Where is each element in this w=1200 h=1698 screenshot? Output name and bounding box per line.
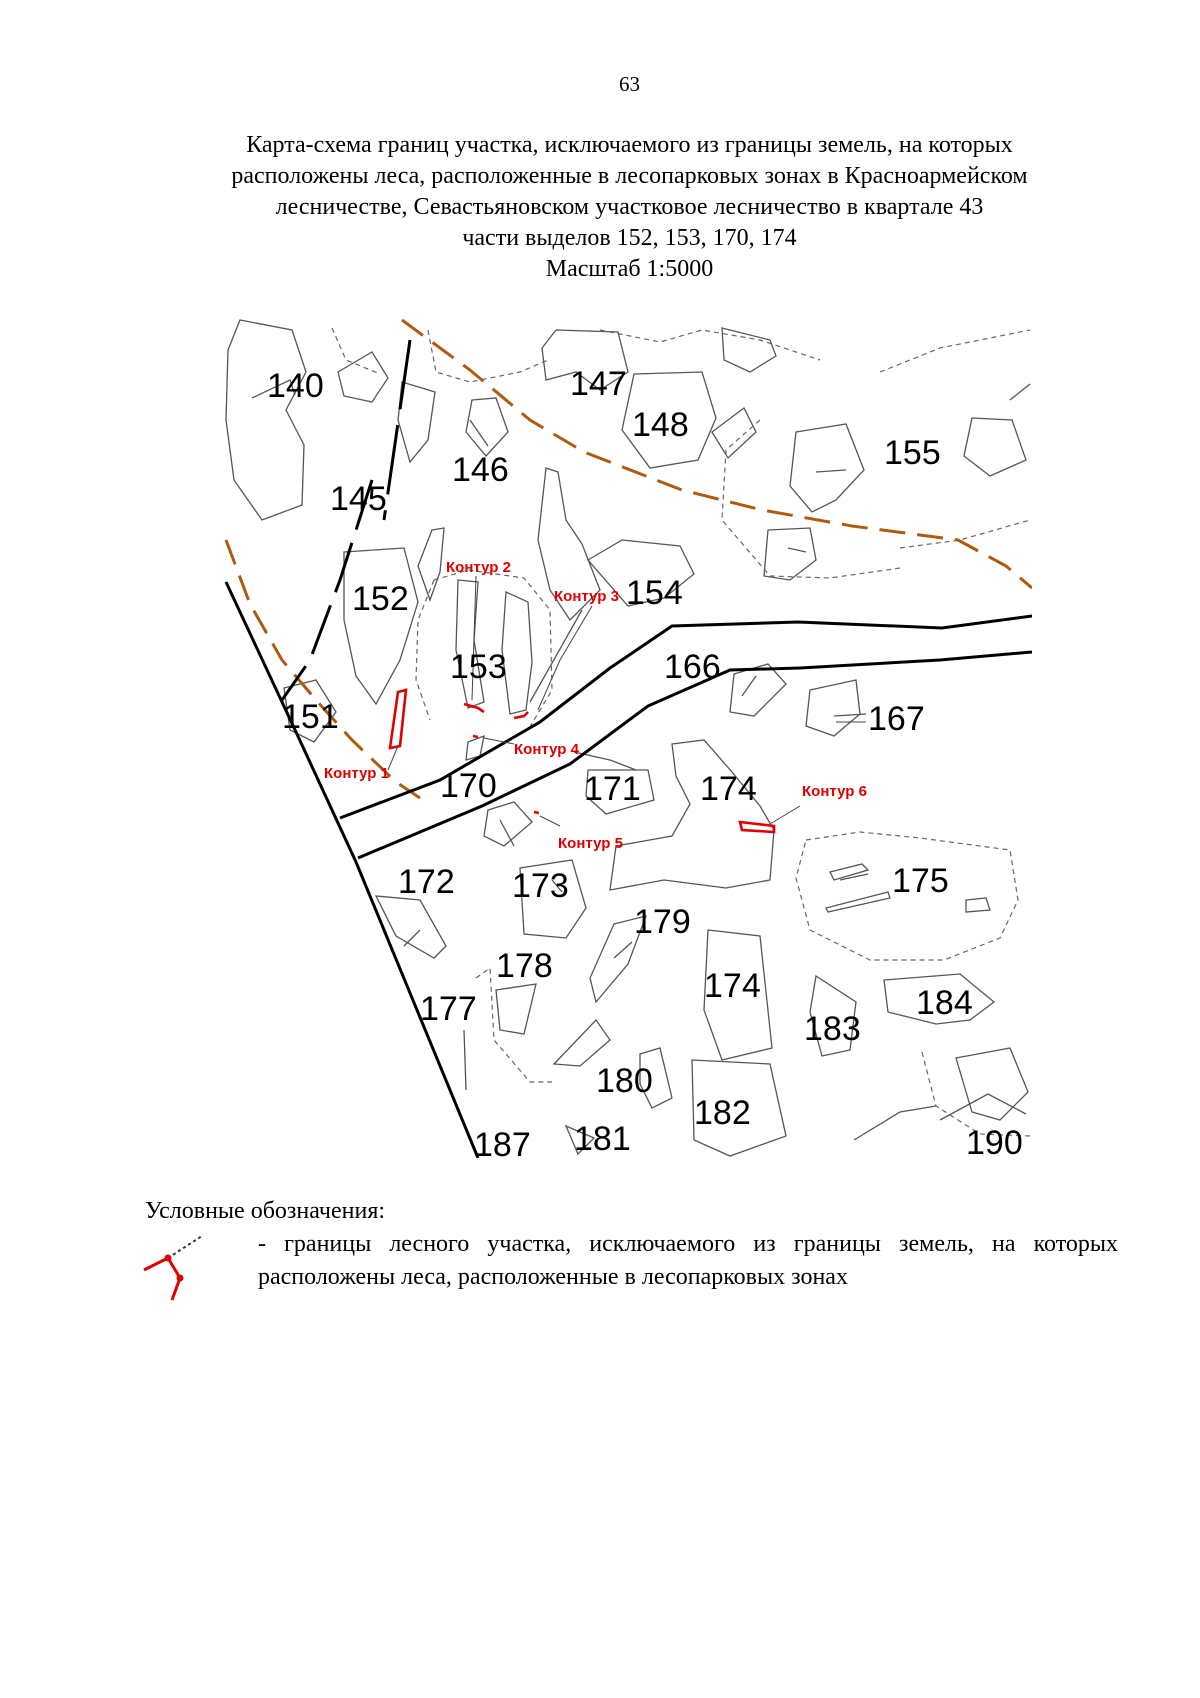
compartment-label: 177 xyxy=(420,990,477,1028)
contour-6-shape[interactable] xyxy=(740,822,774,832)
compartment-label: 190 xyxy=(966,1124,1023,1162)
compartment-label: 183 xyxy=(804,1010,861,1048)
legend-title: Условные обозначения: xyxy=(145,1198,386,1224)
compartment-label: 171 xyxy=(584,770,641,808)
compartment-label: 180 xyxy=(596,1062,653,1100)
compartment-label: 173 xyxy=(512,867,569,905)
compartment-label: 174 xyxy=(700,770,757,808)
compartment-label: 154 xyxy=(626,574,683,612)
compartment-label: 170 xyxy=(440,767,497,805)
compartment-label: 175 xyxy=(892,862,949,900)
compartment-label: 146 xyxy=(452,451,509,489)
compartment-label: 184 xyxy=(916,984,973,1022)
compartment-label: 152 xyxy=(352,580,409,618)
compartment-label: 145 xyxy=(330,480,387,518)
compartment-label: 166 xyxy=(664,648,721,686)
contour-label: Контур 1 xyxy=(324,765,389,782)
contour-label: Контур 2 xyxy=(446,559,511,576)
compartment-label: 174 xyxy=(704,967,761,1005)
compartment-label: 147 xyxy=(570,365,627,403)
compartment-label: 187 xyxy=(474,1126,531,1164)
contour-label: Контур 5 xyxy=(558,835,623,852)
compartment-label: 155 xyxy=(884,434,941,472)
compartment-label: 140 xyxy=(267,367,324,405)
title-line: лесничестве, Севастьяновском участковое лесничество в квартале 43 xyxy=(275,194,984,220)
page-number: 63 xyxy=(619,72,640,96)
title-line: части выделов 152, 153, 170, 174 xyxy=(462,225,797,251)
compartment-label: 167 xyxy=(868,700,925,738)
contour-4-shape[interactable] xyxy=(473,736,478,737)
compartment-label: 148 xyxy=(632,406,689,444)
compartment-label: 181 xyxy=(574,1120,631,1158)
compartment-label: 153 xyxy=(450,648,507,686)
legend-description: - границы лесного участка, исключаемого из границы земель, на которых расположены леса, расположенные в лесопарковых зонах xyxy=(258,1231,1118,1290)
contour-5-shape[interactable] xyxy=(534,812,539,813)
contour-label: Контур 4 xyxy=(514,741,579,758)
title-line: Масштаб 1:5000 xyxy=(545,256,714,282)
title-line: расположены леса, расположенные в лесопарковых зонах в Красноармейском xyxy=(231,163,1028,189)
contour-label: Контур 6 xyxy=(802,783,867,800)
compartment-label: 172 xyxy=(398,863,455,901)
compartment-label: 178 xyxy=(496,947,553,985)
contour-1-shape[interactable] xyxy=(390,690,406,748)
compartment-label: 179 xyxy=(634,903,691,941)
compartment-label: 151 xyxy=(282,698,339,736)
title-line: Карта-схема границ участка, исключаемого из границы земель, на которых xyxy=(246,132,1013,158)
red-boundary-symbol-icon xyxy=(140,1232,220,1302)
contour-label: Контур 3 xyxy=(554,588,619,605)
excluded-contours xyxy=(390,690,774,832)
compartment-label: 182 xyxy=(694,1094,751,1132)
